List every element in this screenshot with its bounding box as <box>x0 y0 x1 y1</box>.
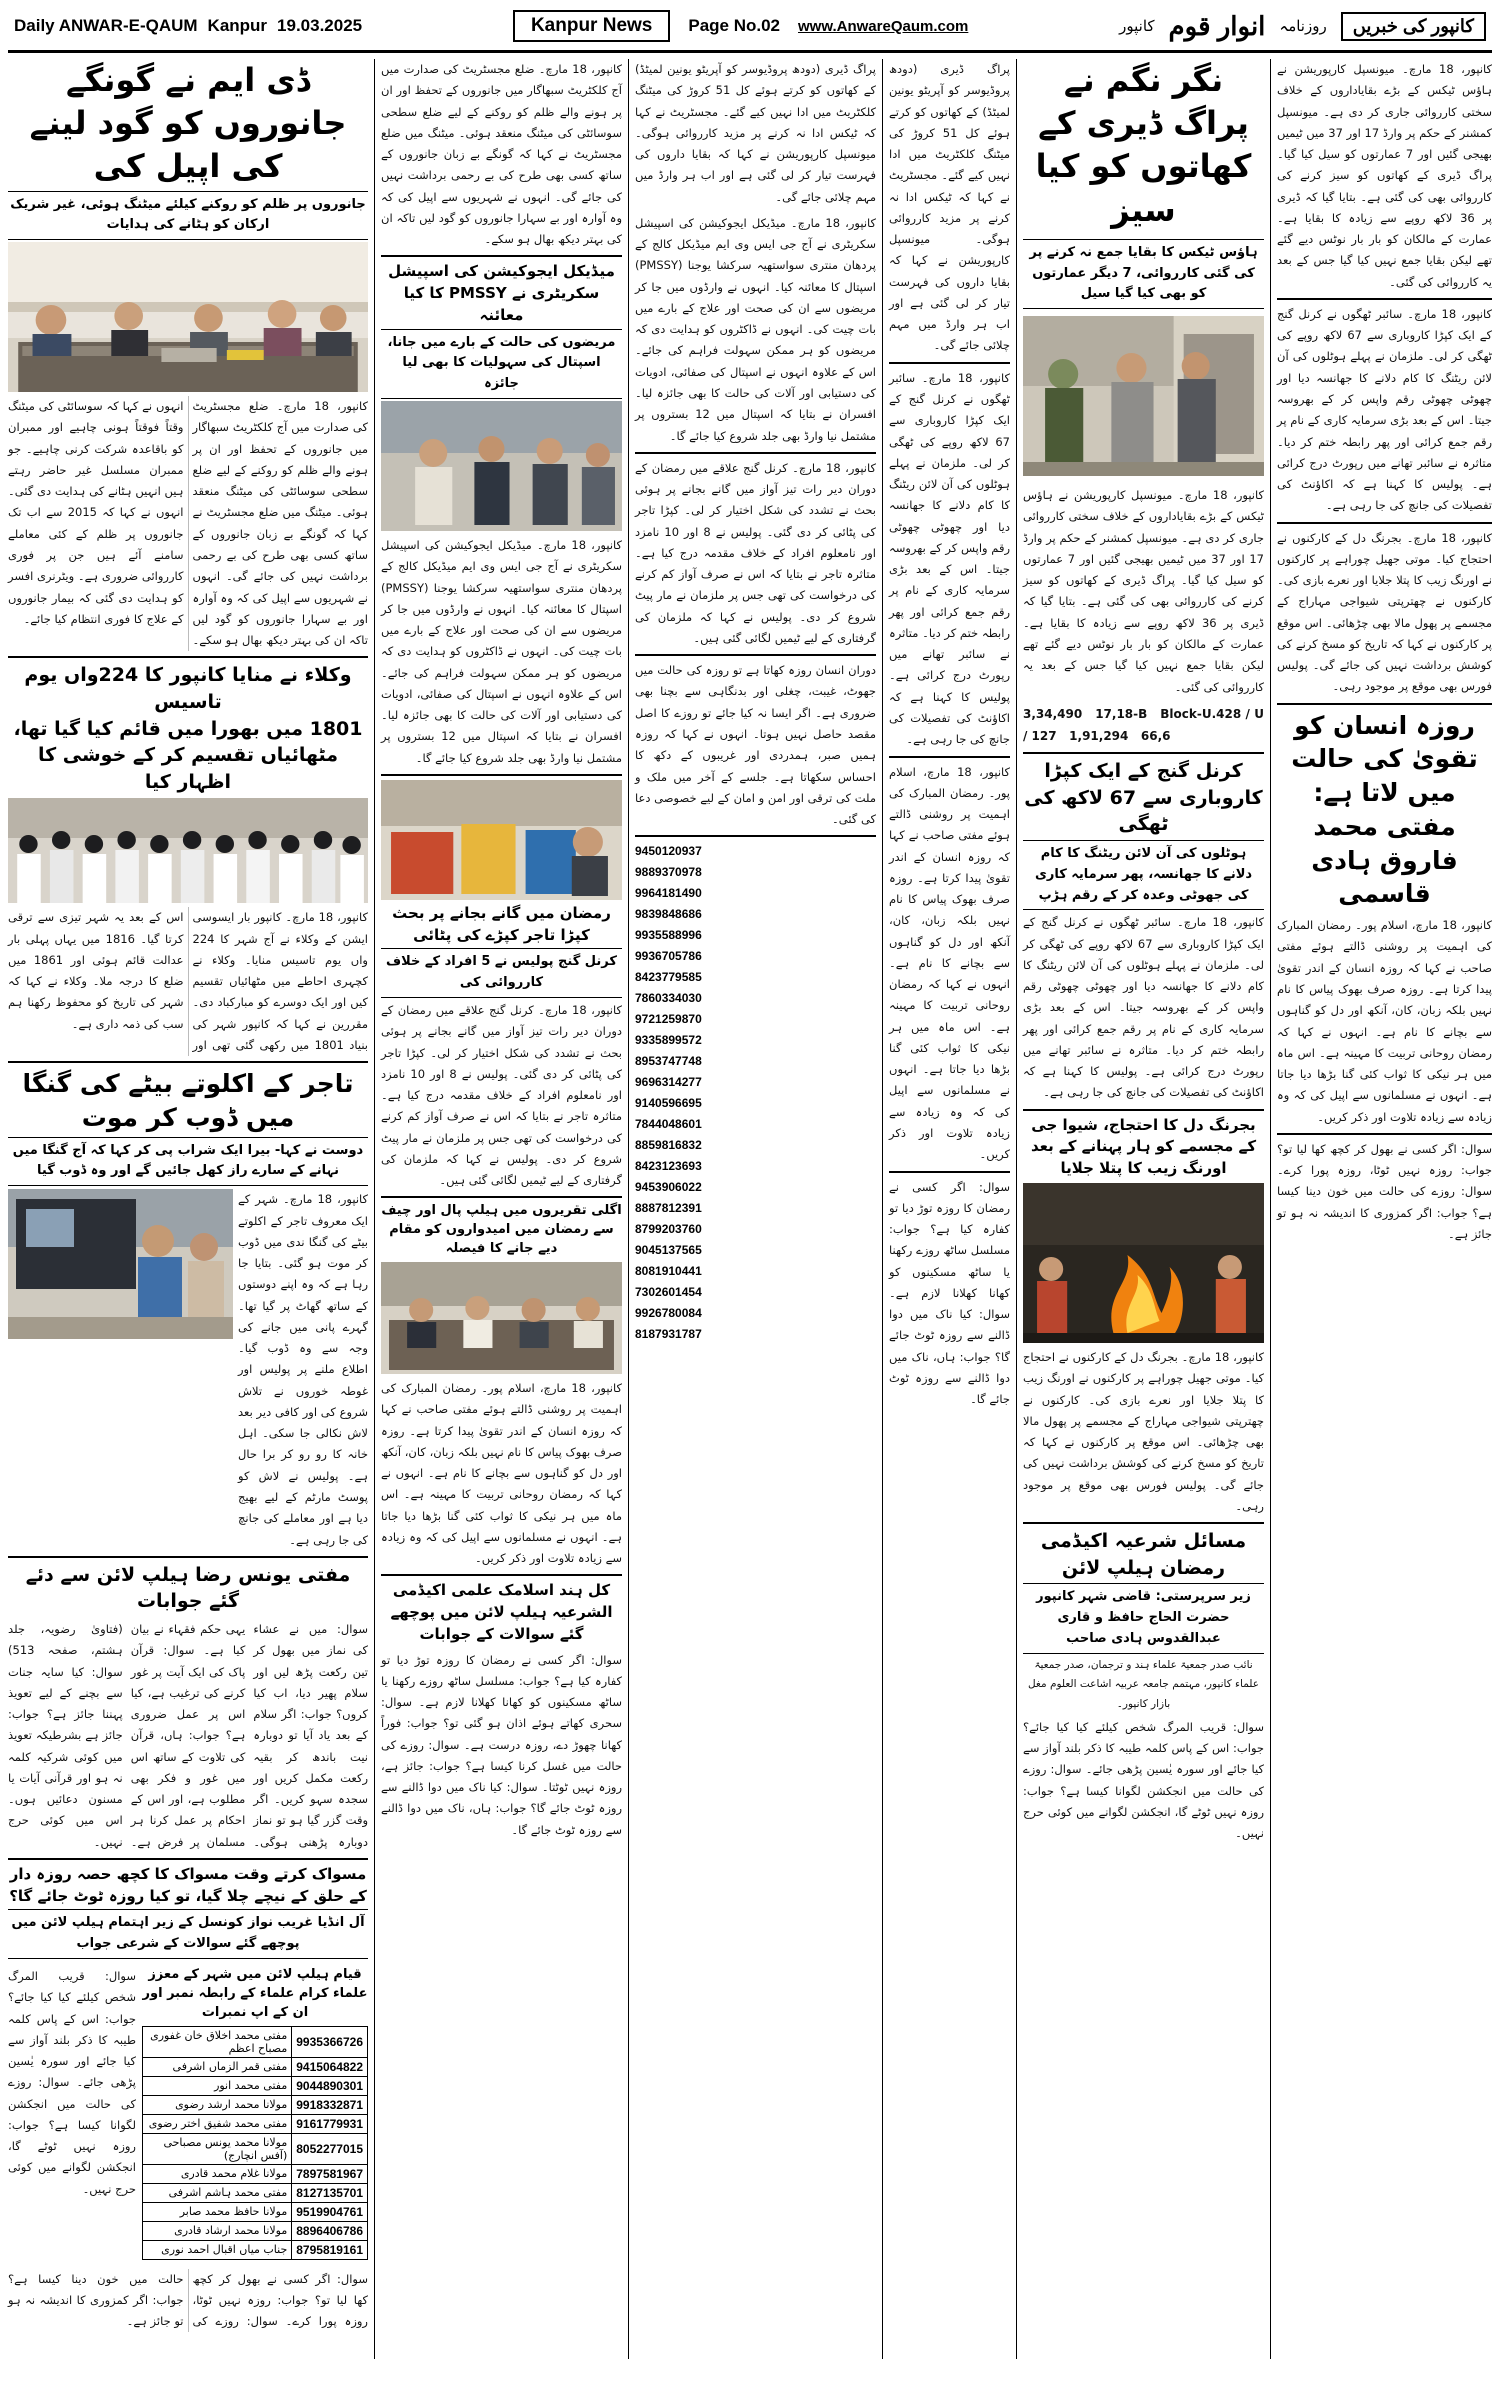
helpline-table-wrap <box>142 1966 368 2260</box>
academy-number[interactable]: 7302601454 <box>635 1285 702 1300</box>
table-row <box>143 2240 368 2259</box>
dm-continuation: کانپور، 18 مارچ۔ ضلع مجسٹریٹ کی صدارت میں آج کلکٹریٹ سبھاگار میں جانوروں کے تحفظ اور ان پر ہونے والے ظلم کو روکنے کے لیے ضلع سطحی سوسائٹی کی میٹنگ منعقد ہوئی۔ میٹنگ میں ضلع مجسٹریٹ نے کہا کہ گونگے بے زبان جانوروں کے ساتھ کسی بھی طرح کی بے رحمی برداشت نہیں کی جائے گی۔ انہوں نے شہریوں سے اپیل کی کہ وہ آوارہ اور بے سہارا جانوروں کو گود لیں تاکہ ان کی بہتر دیکھ بھال ہو سکے۔ <box>381 62 623 247</box>
miswak-headline: مسواک کرتے وقت مسواک کا کچھ حصہ روزہ دار کے حلق کے نیچے چلا گیا، تو کیا روزہ ٹوٹ جائے گا؟ <box>9 1864 367 1905</box>
shariah-right-a1: جواب: روزہ نہیں ٹوٹا، روزہ پورا کرے۔ <box>1277 1163 1492 1178</box>
helpline-number[interactable]: 8795819161 <box>292 2240 368 2259</box>
academy-number[interactable]: 8187931787 <box>635 1327 702 1342</box>
pmssy-side-body: کانپور، 18 مارچ۔ میڈیکل ایجوکیشن کی اسپیشل سکریٹری نے آج جی ایس وی ایم میڈیکل کالج کے پردھان منتری سواستھیہ سرکشا یوجنا (PMSSY) اسپتال کا معائنہ کیا۔ انہوں نے وارڈوں میں جا کر مریضوں سے ان کی صحت اور علاج کے بارے میں بات چیت کی۔ انہوں نے ڈاکٹروں کو ہدایت دی کہ مریضوں کو ہر ممکن سہولت فراہم کی جائے۔ اس کے علاوہ انہوں نے اسپتال کی صفائی، ادویات کی دستیابی اور آلات کی حالت کا بھی جائزہ لیا۔ افسران نے بتایا کہ اسپتال میں 12 بستروں پر مشتمل نیا وارڈ بھی جلد شروع کیا جائے گا۔ <box>635 215 876 443</box>
table-row <box>143 2202 368 2221</box>
karnal-subhead: ہوٹلوں کی آن لائن ریٹنگ کا کام دلانے کا جھانسہ، پھر سرمایہ کاری کی جھوٹی وعدہ کر کے رقم ہڑپ <box>1023 840 1264 910</box>
table-row <box>143 2114 368 2133</box>
academy-number[interactable]: 9889370978 <box>635 865 702 880</box>
mufti-qa-body <box>8 1619 368 1853</box>
helpline-section <box>8 1966 368 2260</box>
academy-a2: جواب: فوراً کھانا چھوڑ دے، روزہ درست ہے۔ <box>381 1716 623 1752</box>
masthead-right <box>1119 11 1486 42</box>
academy-number[interactable]: 7860334030 <box>635 991 702 1006</box>
jalsa-subhead: اگلی تقریروں میں ہیلپ پال اور چیف سے رمضان میں امیدواروں کو مقام دیے جانے کا فیصلہ <box>381 1203 622 1257</box>
helpline-name: مفتی محمد شفیق اختر رضوی <box>143 2114 292 2133</box>
story-mufti-qa <box>8 1556 368 1853</box>
karnal-body: کانپور، 18 مارچ۔ سائبر ٹھگوں نے کرنل گنج کے ایک کپڑا کاروباری سے 67 لاکھ روپے کی ٹھگی کر لی۔ ملزمان نے پہلے ہوٹلوں کی آن لائن ریٹنگ کا کام دلانے کا جھانسہ دیا اور چھوٹی چھوٹی رقم واپس کر کے بھروسہ جیتا۔ اس کے بعد بڑی سرمایہ کاری کے نام پر رقم جمع کرائی اور پھر رابطہ ختم کر دیا۔ متاثرہ نے سائبر تھانے میں رپورٹ درج کرائی ہے۔ پولیس کا کہنا ہے کہ اکاؤنٹ کی تفصیلات کی جانچ کی جا رہی ہے۔ <box>1023 915 1264 1100</box>
bajrang-body: کانپور، 18 مارچ۔ بجرنگ دل کے کارکنوں نے احتجاج کیا۔ موتی جھیل چوراہے پر کارکنوں نے اورنگ زیب کا پتلا جلایا اور نعرے بازی کی۔ کارکنوں نے چھترپتی شیواجی مہاراج کے مجسمے پر پھول مالا بھی چڑھائی۔ اس موقع پر کارکنوں نے کہا کہ تاریخ کو مسخ کرنے کی کوشش برداشت نہیں کی جائے گی۔ پولیس فورس بھی موقع پر موجود رہی۔ <box>1023 1349 1264 1513</box>
helpline-name: مولانا محمد ارشاد قادری <box>143 2221 292 2240</box>
helpline-number[interactable]: 9161779931 <box>292 2114 368 2133</box>
amount-4: 1,91,294 <box>1069 728 1129 743</box>
academy-number[interactable]: 9839848686 <box>635 907 702 922</box>
taqwa-block <box>1277 703 1492 1128</box>
drowning-subhead: دوست نے کہا- بیرا ایک شراب پی کر کہا کہ آج گنگا میں نہانے کے سارے راز کھل جائیں گے اور وہ ڈوب گیا <box>8 1137 368 1187</box>
ramzan-kapda-headline: رمضان میں گانے بجانے پر بحث کپڑا تاجر کپڑے کی پٹائی <box>392 903 611 944</box>
shariah-right-q1: سوال: اگر کسی نے بھول کر کچھ کھا لیا تو؟ <box>1277 1141 1492 1156</box>
academy-number[interactable]: 8423123693 <box>635 1159 702 1174</box>
academy-number[interactable]: 9335899572 <box>635 1033 702 1048</box>
academy-q3: سوال: روزے کی حالت میں غسل کرنا کیسا ہے؟ <box>381 1737 622 1773</box>
nagar-nigam-head-block <box>1023 59 1264 232</box>
helpline-name: مولانا محمد یونس مصباحی (آفس انچارج) <box>143 2133 292 2164</box>
section-title: Kanpur News <box>513 10 670 42</box>
column-5 <box>1016 59 1264 2359</box>
academy-number[interactable]: 8953747748 <box>635 1054 702 1069</box>
helpline-number[interactable]: 9044890301 <box>292 2076 368 2095</box>
nigam-headline: نگر نگم نے پراگ ڈیری کے کھاتوں کو کیا سیز <box>1035 61 1252 229</box>
shariah-patron: زیر سرپرستی: قاضی شہر کانپور حضرت الحاج حافظ و قاری عبدالقدوس ہادی صاحب <box>1023 1583 1264 1653</box>
lawyers-headline: وکلاء نے منایا کانپور کا 224واں یوم تاسیس <box>24 664 352 713</box>
dm-meeting-photo <box>8 242 368 392</box>
academy-q1: سوال: اگر کسی نے رمضان کا روزہ توڑ دیا تو کفارہ کیا ہے؟ <box>381 1652 622 1688</box>
academy-a4: جواب: ہاں، ناک میں دوا ڈالنے سے روزہ ٹوٹ جائے گا۔ <box>381 1801 622 1837</box>
academy-number[interactable]: 8081910441 <box>635 1264 702 1279</box>
ramzan-kapda-body: کانپور، 18 مارچ۔ کرنل گنج علاقے میں رمضان کے دوران دیر رات تیز آواز میں گانے بجانے پر ہوئی بحث نے تشدد کی شکل اختیار کر لی۔ کپڑا تاجر کی پٹائی کر دی گئی۔ پولیس نے 8 اور 10 نامزد اور نامعلوم افراد کے خلاف مقدمہ درج کیا ہے۔ متاثرہ تاجر نے بتایا کہ اس نے صرف آواز کم کرنے کی درخواست کی تھی جس پر ملزمان نے مار پیٹ شروع کر دی۔ پولیس نے کہا کہ ملزمان کی گرفتاری کے لیے ٹیمیں لگائی گئی ہیں۔ <box>381 1003 622 1188</box>
helpline-bottom-q: سوال: اگر کسی نے بھول کر کچھ کھا لیا تو؟ <box>192 2271 368 2307</box>
ramzan-kapda-subhead: کرنل گنج پولیس نے 5 افراد کے خلاف کارروائی کی <box>381 948 622 998</box>
helpline-number[interactable]: 8896406786 <box>292 2221 368 2240</box>
helpline-side-q1: سوال: قریب المرگ شخص کیلئے کیا کیا جائے؟ <box>8 1968 136 2005</box>
drowning-scene-photo <box>8 1189 233 1339</box>
table-row <box>143 2183 368 2202</box>
masthead-center <box>513 10 968 42</box>
masthead-left <box>14 16 362 36</box>
jalsa-photo <box>381 1262 622 1374</box>
academy-narrow-q2: سوال: کیا ناک میں دوا ڈالنے سے روزہ ٹوٹ جائے گا؟ <box>889 1307 1010 1364</box>
story-dm-appeal <box>8 59 368 651</box>
helpline-side-a1: جواب: اس کے پاس کلمہ طیبہ کا ذکر بلند آواز سے کیا جائے اور سورہ یٰسین پڑھی جائے۔ <box>8 2011 136 2090</box>
shariah-right-qa <box>1277 1133 1492 1245</box>
academy-number[interactable]: 9926780084 <box>635 1306 702 1321</box>
shariah-qa-body <box>1023 1717 1264 1845</box>
helpline-table <box>142 2026 368 2260</box>
helpline-number[interactable]: 9935366726 <box>292 2026 368 2057</box>
academy-narrow-a: جواب: مسلسل ساٹھ روزے رکھنا یا ساٹھ مسکینوں کو کھانا کھلانا لازم ہے۔ <box>889 1222 1010 1300</box>
helpline-name: مولانا محمد ارشد رضوی <box>143 2095 292 2114</box>
helpline-name: مفتی محمد ہاشم اشرفی <box>143 2183 292 2202</box>
amount-3: Block-U.428 / U / 127 <box>1023 706 1264 743</box>
paper-logo-urdu: انوار قوم <box>1168 10 1266 41</box>
column-2 <box>374 59 622 2359</box>
pmssy-headline: میڈیکل ایجوکیشن کی اسپیشل سکریٹری نے PMSSY کا کیا معائنہ <box>388 262 615 324</box>
helpline-name: مفتی محمد اخلاق خان غفوری مصباح اعظم <box>143 2026 292 2057</box>
drowning-headline: تاجر کے اکلوتے بیٹے کی گنگا میں ڈوب کر موت <box>22 1069 354 1132</box>
academy-number[interactable]: 9935588996 <box>635 928 702 943</box>
lawyers-subhead: 1801 میں بھورا میں قائم کیا گیا تھا، مٹھائیاں تقسیم کر کے خوشی کا اظہار کیا <box>13 717 363 793</box>
helpline-number[interactable]: 8127135701 <box>292 2183 368 2202</box>
paper-title: Daily ANWAR-E-QAUM <box>14 16 198 35</box>
masthead-city-urdu: کانپور <box>1119 18 1155 35</box>
helpline-number[interactable]: 7897581967 <box>292 2164 368 2183</box>
pmssy-block <box>381 255 622 769</box>
column-3 <box>628 59 876 2359</box>
lawyers-body: کانپور، 18 مارچ۔ کانپور بار ایسوسی ایشن کے وکلاء نے آج شہر کا 224 واں یوم تاسیس منایا۔ وکلاء نے کچہری احاطے میں مٹھائیاں تقسیم کیں اور ایک دوسرے کو مبارکباد دی۔ مقررین نے کہا کہ کانپور شہر کی بنیاد 1801 میں رکھی گئی تھی اور اس کے بعد یہ شہر تیزی سے ترقی کرتا گیا۔ 1816 میں یہاں پہلی بار عدالت قائم ہوئی اور 1861 میں ضلع کا درجہ ملا۔ وکلاء نے کہا کہ شہر کی تاریخ کو محفوظ رکھنا ہم سب کی ذمہ داری ہے۔ <box>8 910 368 1052</box>
helpline-number[interactable]: 9415064822 <box>292 2057 368 2076</box>
paper-date: 19.03.2025 <box>277 16 363 35</box>
helpline-name: مفتی قمر الزماں اشرفی <box>143 2057 292 2076</box>
academy-number[interactable]: 9453906022 <box>635 1180 702 1195</box>
drowning-body: کانپور، 18 مارچ۔ شہر کے ایک معروف تاجر کے اکلوتے بیٹے کی گنگا ندی میں ڈوب کر موت ہو گئی۔ بتایا جا رہا ہے کہ وہ اپنے دوستوں کے ساتھ گھاٹ پر گیا تھا۔ گہرے پانی میں جانے کی وجہ سے وہ ڈوب گیا۔ اطلاع ملنے پر پولیس اور غوطہ خوروں نے تلاش شروع کی اور کافی دیر بعد لاش نکالی جا سکی۔ اہل خانہ کا رو رو کر برا حال ہے۔ پولیس نے لاش کو پوسٹ مارٹم کے لیے بھیج دیا ہے اور معاملے کی جانچ کی جا رہی ہے۔ <box>238 1192 368 1547</box>
bajrang-right-body: کانپور، 18 مارچ۔ بجرنگ دل کے کارکنوں نے احتجاج کیا۔ موتی جھیل چوراہے پر کارکنوں نے اورنگ زیب کا پتلا جلایا اور نعرے بازی کی۔ کارکنوں نے چھترپتی شیواجی مہاراج کے مجسمے پر پھول مالا بھی چڑھائی۔ اس موقع پر کارکنوں نے کہا کہ تاریخ کو مسخ کرنے کی کوشش برداشت نہیں کی جائے گی۔ پولیس فورس بھی موقع پر موجود رہی۔ <box>1277 522 1492 698</box>
table-row <box>143 2221 368 2240</box>
academy-a1: جواب: مسلسل ساٹھ روزے رکھنا یا ساٹھ مسکینوں کو کھانا کھلانا لازم ہے۔ <box>381 1673 623 1710</box>
karnal-headline: کرنل گنج کے ایک کپڑا کاروباری سے 67 لاکھ کی ٹھگی <box>1024 760 1263 836</box>
academy-narrow-a2: جواب: ہاں، ناک میں دوا ڈالنے سے روزہ ٹوٹ جائے گا۔ <box>889 1349 1010 1407</box>
academy-q4: سوال: کیا ناک میں دوا ڈالنے سے روزہ ٹوٹ جائے گا؟ <box>381 1780 623 1816</box>
academy-number[interactable]: 8799203760 <box>635 1222 702 1237</box>
table-row <box>143 2026 368 2057</box>
table-row <box>143 2057 368 2076</box>
dm-subhead: جانوروں پر ظلم کو روکنے کیلئے میٹنگ ہوئی، غیر شریک ارکان کو ہٹانے کی ہدایات <box>8 191 368 241</box>
amount-5: 66,6 <box>1140 728 1171 743</box>
dm-headline: ڈی ایم نے گونگے جانوروں کو گود لینے کی اپیل کی <box>29 61 347 186</box>
shariah-q2: سوال: روزے کی حالت میں انجکشن لگوانا کیسا ہے؟ <box>1023 1762 1265 1798</box>
helpline-number[interactable]: 9519904761 <box>292 2202 368 2221</box>
academy-number[interactable]: 9696314277 <box>635 1075 702 1090</box>
ramzan-kapda-side-body: کانپور، 18 مارچ۔ کرنل گنج علاقے میں رمضان کے دوران دیر رات تیز آواز میں گانے بجانے پر ہوئی بحث نے تشدد کی شکل اختیار کر لی۔ کپڑا تاجر کی پٹائی کر دی گئی۔ پولیس نے 8 اور 10 نامزد اور نامعلوم افراد کے خلاف مقدمہ درج کیا ہے۔ متاثرہ تاجر نے بتایا کہ اس نے صرف آواز کم کرنے کی درخواست کی تھی جس پر ملزمان نے مار پیٹ شروع کر دی۔ پولیس نے کہا کہ ملزمان کی گرفتاری کے لیے ٹیمیں لگائی گئی ہیں۔ <box>635 452 876 649</box>
dm-body-part1: کانپور، 18 مارچ۔ ضلع مجسٹریٹ کی صدارت میں آج کلکٹریٹ سبھاگار میں جانوروں کے تحفظ اور ان پر ہونے والے ظلم کو روکنے کے لیے ضلع سطحی سوسائٹی کی میٹنگ منعقد ہوئی۔ میٹنگ میں ضلع مجسٹریٹ نے کہا کہ گونگے بے زبان جانوروں کے ساتھ کسی بھی طرح کی بے رحمی برداشت نہیں کی جائے گی۔ انہوں نے شہریوں سے اپیل کی کہ وہ آوارہ اور بے سہارا جانوروں کو گود لیں تاکہ ان کی بہتر دیکھ بھال ہو سکے۔ <box>192 399 368 648</box>
academy-headline: کل ہند اسلامک علمی اکیڈمی الشرعیہ ہیلپ لائن میں پوچھے گئے سوالات کے جوابات <box>390 1581 613 1643</box>
academy-number[interactable]: 9450120937 <box>635 844 702 859</box>
nigam-narrow-body: پراگ ڈیری (دودھ پروڈیوسر کو آپریٹو یونین لمیٹڈ) کے کھاتوں کو کرتے ہوئے کل 51 کروڑ کی میٹنگ کلکٹریٹ میں ادا نہیں کیے گئے۔ مجسٹریٹ نے کہا کہ ٹیکس ادا نہ کرنے پر مزید کارروائی ہوگی۔ میونسپل کارپوریشن نے کہا کہ بقایا داروں کی فہرست تیار کر لی گئی ہے اور اب ہر وارڈ میں مہم چلائی جائے گی۔ <box>889 62 1010 353</box>
taqwa-body: کانپور، 18 مارچ، اسلام پور۔ رمضان المبارک کی اہمیت پر روشنی ڈالتے ہوئے مفتی صاحب نے کہا کہ روزہ انسان کے اندر تقویٰ پیدا کرتا ہے۔ روزہ صرف بھوک پیاس کا نام نہیں بلکہ زبان، کان، آنکھ اور دل کو گناہوں سے بچانے کا نام ہے۔ انہوں نے کہا کہ رمضان روحانی تربیت کا مہینہ ہے۔ اس ماہ میں ہر نیکی کا ثواب کئی گنا بڑھا دیا جاتا ہے۔ انہوں نے مسلمانوں سے اپیل کی کہ وہ زیادہ سے زیادہ تلاوت اور ذکر کریں۔ <box>1277 918 1492 1124</box>
academy-number[interactable]: 9721259870 <box>635 1012 702 1027</box>
mufti-a3: جواب: جائز ہے بشرطیکہ تعویذ میں کوئی شرکیہ کلمہ نہ ہو اور قرآنی آیات یا مسنون دعائیں ہوں۔ اس میں کوئی حرج نہیں۔ <box>8 1707 123 1849</box>
nigam-body: کانپور، 18 مارچ۔ میونسپل کارپوریشن نے ہاؤس ٹیکس کے بڑے بقایاداروں کے خلاف سختی کارروائی جاری کر دی ہے۔ میونسپل کمشنر کے حکم پر وارڈ 17 اور 37 میں ٹیمیں بھیجی گئیں اور 7 عمارتوں کو سیل کیا گیا۔ پراگ ڈیری کے کھاتوں کو سیز کرنے کی کارروائی بھی کی گئی ہے۔ بتایا گیا کہ ڈیری پر 36 لاکھ روپے سے زیادہ کا بقایا ہے۔ عمارت کے مالکان کو بار بار نوٹس دیے گئے تھے لیکن بقایا جمع نہیں کیا گیا جس کے بعد یہ کارروائی کی گئی۔ <box>1023 488 1264 694</box>
shariah-helpline-block <box>1023 1522 1264 1844</box>
page-number: Page No.02 <box>688 16 781 35</box>
helpline-side-a2: جواب: روزہ نہیں ٹوٹے گا، انجکشن لگوانے میں کوئی حرج نہیں۔ <box>8 2117 136 2196</box>
shariah-headline: مسائل شرعیہ اکیڈمی رمضان ہیلپ لائن <box>1040 1530 1247 1579</box>
masthead <box>8 6 1492 53</box>
academy-a3: جواب: جائز ہے، روزہ نہیں ٹوٹتا۔ <box>381 1758 623 1795</box>
mufti-q2: سوال: قرآن پاک کی ایک آیت پر غور کرنے کی ترغیب ہے، کیا اس پر عمل ضروری ہے؟ <box>130 1643 246 1743</box>
table-row <box>143 2095 368 2114</box>
amount-2: 17,18-B <box>1095 706 1148 721</box>
shariah-a2: جواب: روزہ نہیں ٹوٹے گا، انجکشن لگوانے میں کوئی حرج نہیں۔ <box>1023 1783 1264 1841</box>
miswak-note: آل انڈیا غریب نواز کونسل کے زیر اہتمام ہیلپ لائن میں پوچھے گئے سوالات کے شرعی جواب <box>8 1909 368 1959</box>
dm-body <box>8 396 368 651</box>
shariah-right-q2: سوال: روزے کی حالت میں خون دینا کیسا ہے؟ <box>1277 1184 1492 1220</box>
karnal-right-body: کانپور، 18 مارچ۔ سائبر ٹھگوں نے کرنل گنج کے ایک کپڑا کاروباری سے 67 لاکھ روپے کی ٹھگی کر لی۔ ملزمان نے پہلے ہوٹلوں کی آن لائن ریٹنگ کا کام دلانے کا جھانسہ دیا اور چھوٹی چھوٹی رقم واپس کر کے بھروسہ جیتا۔ اس کے بعد بڑی سرمایہ کاری کے نام پر رقم جمع کرائی اور پھر رابطہ ختم کر دیا۔ متاثرہ نے سائبر تھانے میں رپورٹ درج کرائی ہے۔ پولیس کا کہنا ہے کہ اکاؤنٹ کی تفصیلات کی جانچ کی جا رہی ہے۔ <box>1277 298 1492 517</box>
jalsa-body: کانپور، 18 مارچ، اسلام پور۔ رمضان المبارک کی اہمیت پر روشنی ڈالتے ہوئے مفتی صاحب نے کہا کہ روزہ انسان کے اندر تقویٰ پیدا کرتا ہے۔ روزہ صرف بھوک پیاس کا نام نہیں بلکہ زبان، کان، آنکھ اور دل کو گناہوں سے بچانے کا نام ہے۔ انہوں نے کہا کہ رمضان روحانی تربیت کا مہینہ ہے۔ اس ماہ میں ہر نیکی کا ثواب کئی گنا بڑھا دیا جاتا ہے۔ انہوں نے مسلمانوں سے اپیل کی کہ وہ زیادہ سے زیادہ تلاوت اور ذکر کریں۔ <box>381 1380 622 1566</box>
table-row <box>143 2076 368 2095</box>
story-lawyers <box>8 656 368 1056</box>
helpline-name: مفتی محمد انور <box>143 2076 292 2095</box>
academy-number[interactable]: 8423779585 <box>635 970 702 985</box>
academy-number[interactable]: 8887812391 <box>635 1201 702 1216</box>
nigam-subhead: ہاؤس ٹیکس کا بقایا جمع نہ کرنے پر کی گئی کارروائی، 7 دیگر عمارتوں کو بھی کیا گیا سیل <box>1023 239 1264 309</box>
taqwa-headline: روزہ انسان کو تقویٰ کی حالت میں لاتا ہے: مفتی محمد فاروق ہادی قاسمی <box>1291 710 1478 909</box>
academy-number[interactable]: 9964181490 <box>635 886 702 901</box>
shariah-right-a2: جواب: اگر کمزوری کا اندیشہ نہ ہو تو جائز ہے۔ <box>1277 1205 1492 1241</box>
story-drowning <box>8 1061 368 1551</box>
pmssy-body: کانپور، 18 مارچ۔ میڈیکل ایجوکیشن کی اسپیشل سکریٹری نے آج جی ایس وی ایم میڈیکل کالج کے پردھان منتری سواستھیہ سرکشا یوجنا (PMSSY) اسپتال کا معائنہ کیا۔ انہوں نے وارڈوں میں جا کر مریضوں سے ان کی صحت اور علاج کے بارے میں بات چیت کی۔ انہوں نے ڈاکٹروں کو ہدایت دی کہ مریضوں کو ہر ممکن سہولت فراہم کی جائے۔ اس کے علاوہ انہوں نے اسپتال کی صفائی، ادویات کی دستیابی اور آلات کی حالت کا بھی جائزہ لیا۔ افسران نے بتایا کہ اسپتال میں 12 بستروں پر مشتمل نیا وارڈ بھی جلد شروع کیا جائے گا۔ <box>381 538 622 765</box>
pmssy-photo <box>381 401 622 531</box>
bajrang-dal-block <box>1023 1109 1264 1517</box>
helpline-side-q2: سوال: روزے کی حالت میں انجکشن لگوانا کیسا ہے؟ <box>8 2075 136 2132</box>
academy-block <box>381 1574 622 1841</box>
story-miswak <box>8 1858 368 1961</box>
taqwa-narrow-body: کانپور، 18 مارچ، اسلام پور۔ رمضان المبارک کی اہمیت پر روشنی ڈالتے ہوئے مفتی صاحب نے کہا کہ روزہ انسان کے اندر تقویٰ پیدا کرتا ہے۔ روزہ صرف بھوک پیاس کا نام نہیں بلکہ زبان، کان، آنکھ اور دل کو گناہوں سے بچانے کا نام ہے۔ انہوں نے کہا کہ رمضان روحانی تربیت کا مہینہ ہے۔ اس ماہ میں ہر نیکی کا ثواب کئی گنا بڑھا دیا جاتا ہے۔ انہوں نے مسلمانوں سے اپیل کی کہ وہ زیادہ سے زیادہ تلاوت اور ذکر کریں۔ <box>889 756 1010 1166</box>
column-left <box>8 59 368 2359</box>
ramzan-kapda-block <box>381 774 622 1191</box>
helpline-name: مولانا حافظ محمد صابر <box>143 2202 292 2221</box>
shariah-q1: سوال: قریب المرگ شخص کیلئے کیا کیا جائے؟ <box>1023 1719 1264 1734</box>
nigam-amounts <box>1023 703 1264 747</box>
helpline-bottom-text <box>8 2269 368 2333</box>
shariah-subline: نائب صدر جمعیۃ علماء ہند و ترجمان، صدر جمعیۃ علماء کانپور، مہتمم جامعہ عربیہ اشاعت العلوم مغل بازار کانپور۔ <box>1027 1658 1260 1710</box>
dm-body-part2: انہوں نے کہا کہ سوسائٹی کی میٹنگ وقتاً فوقتاً ہونی چاہیے اور ممبران کو باقاعدہ شرکت کرنی چاہیے۔ جو ممبران مسلسل غیر حاضر رہتے ہیں انہیں ہٹانے کی ہدایت دی گئی۔ انہوں نے کہا کہ 2015 سے اب تک جانوروں پر ظلم کے کئی معاملے سامنے آئے ہیں جن پر فوری کارروائی ضروری ہے۔ ویٹرنری افسر کو ہدایت دی گئی کہ بیمار جانوروں کے علاج کا فوری انتظام کیا جائے۔ <box>8 399 184 626</box>
karnal-narrow-body: کانپور، 18 مارچ۔ سائبر ٹھگوں نے کرنل گنج کے ایک کپڑا کاروباری سے 67 لاکھ روپے کی ٹھگی کر لی۔ ملزمان نے پہلے ہوٹلوں کی آن لائن ریٹنگ کا کام دلانے کا جھانسہ دیا اور چھوٹی چھوٹی رقم واپس کر کے بھروسہ جیتا۔ اس کے بعد بڑی سرمایہ کاری کے نام پر رقم جمع کرائی اور پھر رابطہ ختم کر دیا۔ متاثرہ نے سائبر تھانے میں رپورٹ درج کرائی ہے۔ پولیس کا کہنا ہے کہ اکاؤنٹ کی تفصیلات کی جانچ کی جا رہی ہے۔ <box>889 362 1010 751</box>
helpline-bottom-q2: سوال: روزے کی حالت میں خون دینا کیسا ہے؟ <box>8 2271 278 2329</box>
jalsa-block <box>381 1196 622 1569</box>
helpline-bottom-a2: جواب: اگر کمزوری کا اندیشہ نہ ہو تو جائز ہے۔ <box>8 2292 184 2329</box>
mufti-q3: سوال: کیا سایہ جنات سے بچنے کے لیے تعویذ پہننا جائز ہے؟ <box>8 1664 123 1722</box>
table-row <box>143 2133 368 2164</box>
helpline-side-text <box>8 1966 136 2260</box>
mufti-q1: سوال: میں نے عشاء کی نماز میں بھول کر تین رکعت پڑھ لیں اور سلام پھیر دیا، اب کیا کروں؟ <box>253 1621 369 1722</box>
website-url[interactable]: www.AnwareQaum.com <box>798 17 969 35</box>
masthead-kicker: روزنامہ <box>1279 18 1327 35</box>
academy-number[interactable]: 9140596695 <box>635 1096 702 1111</box>
helpline-panel-title: قیام ہیلپ لائن میں شہر کے معزز علماء کرام علماء کے رابطہ نمبر اور ان کے اپ نمبرات <box>142 1966 368 2020</box>
table-row <box>143 2164 368 2183</box>
helpline-number[interactable]: 9918332871 <box>292 2095 368 2114</box>
ramzan-kapda-photo <box>381 780 622 900</box>
mufti-a1: جواب: اگر سلام کے بعد یاد آیا تو دوبارہ نیت باندھ کر بقیہ رکعت مکمل کریں اور سجدہ سہو کریں۔ اگر وقت گزر گیا ہو تو نماز دوبارہ پڑھنی ہوگی۔ یہی حکم فقہاء نے بیان کیا ہے۔ <box>130 1621 368 1849</box>
paper-city: Kanpur <box>207 16 268 35</box>
helpline-name: جناب میاں اقبال احمد نوری <box>143 2240 292 2259</box>
amount-1: 3,34,490 <box>1023 706 1083 721</box>
academy-number[interactable]: 7844048601 <box>635 1117 702 1132</box>
helpline-bottom-a: جواب: روزہ نہیں ٹوٹا، روزہ پورا کرے۔ <box>192 2292 368 2329</box>
helpline-name: مولانا غلام محمد قادری <box>143 2164 292 2183</box>
academy-qa1 <box>381 1650 622 1841</box>
nigam-right-body: کانپور، 18 مارچ۔ میونسپل کارپوریشن نے ہاؤس ٹیکس کے بڑے بقایاداروں کے خلاف سختی کارروائی جاری کر دی ہے۔ میونسپل کمشنر کے حکم پر وارڈ 17 اور 37 میں ٹیمیں بھیجی گئیں اور 7 عمارتوں کو سیل کیا گیا۔ پراگ ڈیری کے کھاتوں کو سیز کرنے کی کارروائی بھی کی گئی ہے۔ بتایا گیا کہ ڈیری پر 36 لاکھ روپے سے زیادہ کا بقایا ہے۔ عمارت کے مالکان کو بار بار نوٹس دیے گئے تھے لیکن بقایا جمع نہیں کیا گیا جس کے بعد یہ کارروائی کی گئی۔ <box>1277 62 1493 289</box>
bajrang-fire-photo <box>1023 1183 1264 1343</box>
shariah-a1: جواب: اس کے پاس کلمہ طیبہ کا ذکر بلند آواز سے کیا جائے اور سورہ یٰسین پڑھی جائے۔ <box>1023 1741 1264 1777</box>
karnal-ganj-block <box>1023 752 1264 1104</box>
academy-number-list <box>635 835 876 1345</box>
academy-number[interactable]: 9936705786 <box>635 949 702 964</box>
jalsa-side-body: دوران انسان روزہ کھاتا ہے تو روزہ کی حالت میں جھوٹ، غیبت، چغلی اور بدنگاہی سے بچنا بھی ضروری ہے۔ اگر ایسا نہ کیا جائے تو روزے کا اصل مقصد حاصل نہیں ہوتا۔ انہوں نے کہا کہ روزہ ہمیں صبر، ہمدردی اور غریبوں کے دکھ کا احساس سکھاتا ہے۔ جلسے کے آخر میں ملک و ملت کی ترقی اور امن و امان کے لیے خصوصی دعا کی گئی۔ <box>635 654 876 830</box>
nagar-nigam-left-body: پراگ ڈیری (دودھ پروڈیوسر کو آپریٹو یونین لمیٹڈ) کے کھاتوں کو کرتے ہوئے کل 51 کروڑ کی میٹنگ کلکٹریٹ میں ادا نہیں کیے گئے۔ مجسٹریٹ نے کہا کہ ٹیکس ادا نہ کرنے پر مزید کارروائی ہوگی۔ میونسپل کارپوریشن نے کہا کہ بقایا داروں کی فہرست تیار کر لی گئی ہے اور اب ہر وارڈ میں مہم چلائی جائے گی۔ <box>635 62 876 204</box>
pmssy-subhead: مریضوں کی حالت کے بارے میں جانا، اسپتال کی سہولیات کا بھی لیا جائزہ <box>381 329 622 399</box>
mufti-headline: مفتی یونس رضا ہیلپ لائن سے دئے گئے جوابات <box>25 1563 351 1613</box>
academy-number[interactable]: 8859816832 <box>635 1138 702 1153</box>
kanpur-khabrein-box: کانپور کی خبریں <box>1341 12 1486 41</box>
academy-number[interactable]: 9045137565 <box>635 1243 702 1258</box>
academy-narrow-qa <box>889 1171 1010 1411</box>
academy-q2: سوال: سحری کھاتے ہوئے اذان ہو گئی تو؟ <box>381 1695 623 1731</box>
column-4 <box>882 59 1010 2359</box>
lawyers-group-photo <box>8 798 368 903</box>
academy-narrow-q: سوال: اگر کسی نے رمضان کا روزہ توڑ دیا تو کفارہ کیا ہے؟ <box>889 1179 1010 1237</box>
bajrang-headline: بجرنگ دل کا احتجاج، شیوا جی کے مجسمے کو ہار پہنانے کے بعد اورنگ زیب کا پتلا جلایا <box>1030 1115 1257 1178</box>
column-right <box>1270 59 1492 2359</box>
helpline-number[interactable]: 8052277015 <box>292 2133 368 2164</box>
nigam-sealing-photo <box>1023 316 1264 476</box>
page-columns <box>8 59 1492 2359</box>
mufti-a2: جواب: ہاں، قرآن کی تلاوت کے ساتھ اس میں غور و فکر بھی مطلوب ہے، اور اس کے احکام پر عمل کرنا ہر مسلمان پر فرض ہے۔ (فتاویٰ رضویہ، جلد ہشتم، صفحہ 513) <box>8 1621 246 1849</box>
